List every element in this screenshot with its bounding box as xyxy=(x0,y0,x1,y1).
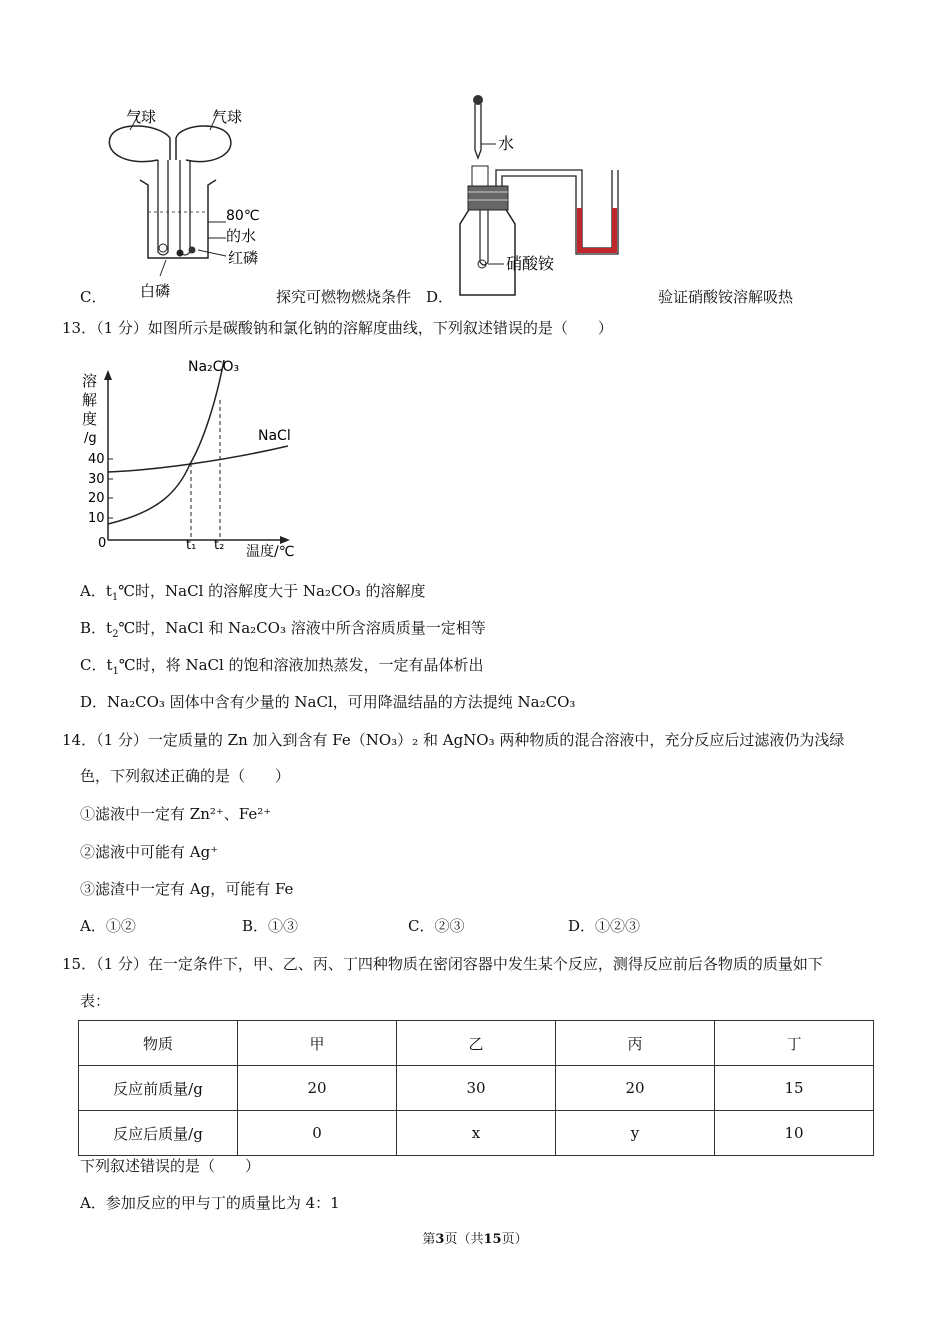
figure-d-ammonium-nitrate xyxy=(440,90,640,300)
y-tick-40: 40 xyxy=(88,452,105,467)
balloon-label-left: 气球 xyxy=(126,108,157,126)
table-cell: 甲 xyxy=(238,1021,397,1066)
table-cell: 10 xyxy=(715,1111,874,1156)
q15-option-a: A．参加反应的甲与丁的质量比为 4：1 xyxy=(80,1194,340,1212)
q13-option-d: D．Na₂CO₃ 固体中含有少量的 NaCl，可用降温结晶的方法提纯 Na₂CO₃ xyxy=(80,693,576,711)
table-cell: 0 xyxy=(238,1111,397,1156)
red-liquid xyxy=(577,208,617,253)
x-axis-label: 温度/℃ xyxy=(246,544,295,560)
q15-stem-line1: 15．（1 分）在一定条件下，甲、乙、丙、丁四种物质在密闭容器中发生某个反应，测得反应前后各物质的质量如下 xyxy=(62,955,823,973)
total-pages: 15 xyxy=(483,1232,502,1247)
y-axis-label-1: 溶 xyxy=(82,372,98,390)
table-cell: x xyxy=(397,1111,556,1156)
q13-option-b: B．$t_2℃$时，NaCl 和 Na₂CO₃ 溶液中所含溶质质量一定相等 xyxy=(80,619,486,640)
y-axis-label-2: 解 xyxy=(82,391,98,409)
white-phosphorus-label: 白磷 xyxy=(140,282,171,300)
solubility-chart xyxy=(78,352,308,562)
y-axis-label-4: /g xyxy=(84,431,97,446)
q14-option-b: B．①③ xyxy=(242,917,299,935)
right-test-tube xyxy=(180,160,190,255)
q14-statement-1: ①滤液中一定有 Zn²⁺、Fe²⁺ xyxy=(80,805,272,823)
white-phosphorus xyxy=(159,244,167,252)
option-d-caption: 验证硝酸铵溶解吸热 xyxy=(658,288,794,306)
q13-option-c: C．$t_1℃$时，将 NaCl 的饱和溶液加热蒸发，一定有晶体析出 xyxy=(80,656,484,677)
q15-stem-line2: 表： xyxy=(80,992,111,1010)
y-axis-label-3: 度 xyxy=(82,410,98,428)
q14-stem-line1: 14．（1 分）一定质量的 Zn 加入到含有 Fe（NO₃）₂ 和 AgNO₃ 两种物质的混合溶液中，充分反应后过滤液仍为浅绿 xyxy=(62,731,845,749)
series-label-na2co3: Na₂CO₃ xyxy=(188,359,240,375)
balloon-label-right: 气球 xyxy=(212,108,243,126)
beaker xyxy=(140,180,216,258)
water-temp-label: 80℃ xyxy=(226,208,260,224)
mass-table xyxy=(78,1020,874,1156)
q14-statement-2: ②滤液中可能有 Ag⁺ xyxy=(80,843,219,861)
table-cell: 反应后质量/g xyxy=(79,1111,238,1156)
table-cell: 30 xyxy=(397,1066,556,1111)
q13-option-a: A．$t_1℃$时，NaCl 的溶解度大于 Na₂CO₃ 的溶解度 xyxy=(80,582,426,603)
y-tick-30: 30 xyxy=(88,472,105,487)
page-footer: 第3页（共15页） xyxy=(422,1232,528,1247)
table-cell: 20 xyxy=(238,1066,397,1111)
left-test-tube xyxy=(158,160,168,255)
x-tick-t2: t₂ xyxy=(214,538,225,553)
series-na2co3 xyxy=(108,360,224,524)
table-cell: y xyxy=(556,1111,715,1156)
y-tick-10: 10 xyxy=(88,511,105,526)
salt-label: 硝酸铵 xyxy=(506,254,555,273)
table-cell: 15 xyxy=(715,1066,874,1111)
origin-label: 0 xyxy=(98,536,107,551)
q14-option-d: D．①②③ xyxy=(568,917,641,935)
table-cell: 20 xyxy=(556,1066,715,1111)
water-dropper-label: 水 xyxy=(498,134,515,153)
table-cell: 乙 xyxy=(397,1021,556,1066)
table-row xyxy=(79,1111,874,1156)
table-cell: 物质 xyxy=(79,1021,238,1066)
q14-option-c: C．②③ xyxy=(408,917,465,935)
q14-option-a: A．①② xyxy=(80,917,136,935)
table-row xyxy=(79,1066,874,1111)
red-phosphorus-piece xyxy=(177,250,184,257)
series-label-nacl: NaCl xyxy=(258,428,291,444)
stopper xyxy=(468,186,508,210)
option-c-caption: 探究可燃物燃烧条件 xyxy=(276,288,412,306)
table-cell: 丁 xyxy=(715,1021,874,1066)
q14-statement-3: ③滤渣中一定有 Ag，可能有 Fe xyxy=(80,880,294,898)
dropper-bulb xyxy=(473,95,483,105)
right-balloon xyxy=(176,126,231,162)
red-phosphorus-label: 红磷 xyxy=(228,249,259,267)
option-c-label: C． xyxy=(80,288,107,306)
option-d-label: D． xyxy=(426,288,454,306)
table-cell: 反应前质量/g xyxy=(79,1066,238,1111)
left-balloon xyxy=(109,126,170,162)
y-tick-20: 20 xyxy=(88,491,105,506)
table-cell: 丙 xyxy=(556,1021,715,1066)
x-tick-t1: t₁ xyxy=(186,538,197,553)
q13-stem: 13．（1 分）如图所示是碳酸钠和氯化钠的溶解度曲线，下列叙述错误的是（ ） xyxy=(62,319,613,337)
figure-c-combustion xyxy=(100,100,280,300)
q14-stem-line2: 色，下列叙述正确的是（ ） xyxy=(80,767,291,785)
table-header-row xyxy=(79,1021,874,1066)
q15-after-table: 下列叙述错误的是（ ） xyxy=(80,1157,261,1175)
water-label: 的水 xyxy=(226,227,257,245)
page-number: 3 xyxy=(435,1232,445,1247)
